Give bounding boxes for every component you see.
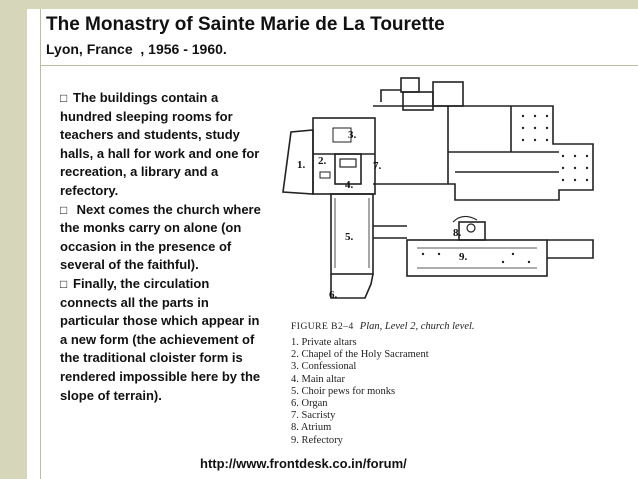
bullet-text: The buildings contain a hundred sleeping rooms for teachers and students, study halls, a hall for work and one for recreation, a library and a refectory. <box>60 90 260 198</box>
figure-label: FIGURE B2–4 <box>291 322 354 332</box>
bullet-marker-icon: □ <box>60 202 68 217</box>
legend-item: 7. Sacristy <box>291 410 336 422</box>
legend-item: 8. Atrium <box>291 422 332 434</box>
bullet-text: Finally, the circulation connects all the parts in particular those which appear in a new form (the achievement of the traditional cloister form is rendered impossible here by the slope of terrain). <box>60 275 261 403</box>
plan-label: 6. <box>329 289 338 301</box>
slide-title: The Monastry of Sainte Marie de La Tourette <box>46 14 445 35</box>
figure-caption <box>291 321 475 332</box>
bullet-item <box>60 201 264 275</box>
legend-item: 5. Choir pews for monks <box>291 385 396 397</box>
bullet-text: Next comes the church where the monks carry on alone (on occasion in the presence of several of the faithful). <box>60 201 261 273</box>
legend-item: 9. Refectory <box>291 434 343 446</box>
legend-item: 6. Organ <box>291 398 328 410</box>
vertical-rule <box>40 9 41 479</box>
bullet-marker-icon: □ <box>60 91 68 105</box>
plan-label: 3. <box>348 129 357 141</box>
bullet-list <box>60 89 264 405</box>
top-decorative-bar <box>27 0 638 9</box>
left-decorative-bar <box>0 0 27 479</box>
bullet-item <box>60 275 264 405</box>
plan-label: 9. <box>459 251 468 263</box>
plan-label: 7. <box>373 160 382 172</box>
plan-label: 5. <box>345 231 354 243</box>
legend-item: 3. Confessional <box>291 361 357 373</box>
legend-item: 2. Chapel of the Holy Sacrament <box>291 349 429 361</box>
plan-label: 8. <box>453 227 462 239</box>
legend-item: 4. Main altar <box>291 373 345 385</box>
bullet-item <box>60 89 264 201</box>
slide-subtitle: Lyon, France , 1956 - 1960. <box>46 41 227 57</box>
plan-label: 2. <box>318 155 327 167</box>
horizontal-rule <box>40 65 638 66</box>
figure-legend <box>291 337 429 447</box>
floor-plan-drawing <box>273 72 609 304</box>
plan-label: 4. <box>345 179 354 191</box>
plan-label: 1. <box>297 159 306 171</box>
bullet-marker-icon: □ <box>60 276 68 291</box>
figure-caption-text: Plan, Level 2, church level. <box>359 321 475 332</box>
legend-item: 1. Private altars <box>291 337 357 348</box>
footer-url-link[interactable]: http://www.frontdesk.co.in/forum/ <box>200 456 407 471</box>
